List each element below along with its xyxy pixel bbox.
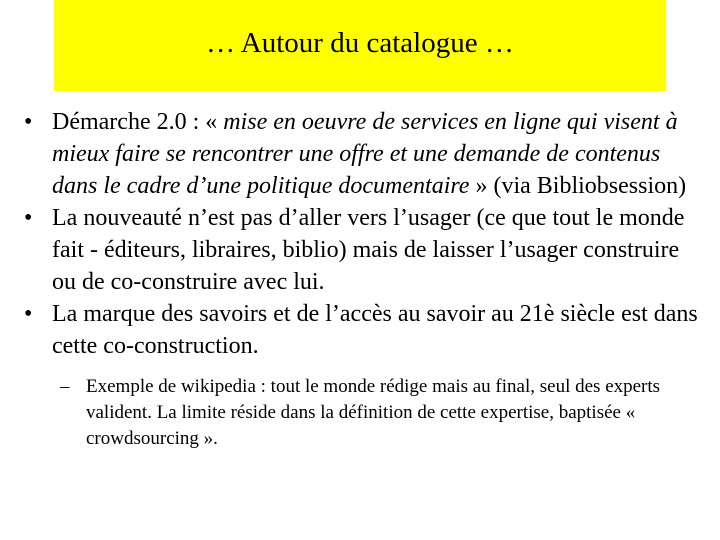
bullet-2-text: La nouveauté n’est pas d’aller vers l’usager (ce que tout le monde fait - éditeurs, libraires, biblio) mais de laisser l’usager construire ou de co-construire avec lui. bbox=[52, 205, 685, 295]
bullet-item-2 bbox=[0, 202, 700, 298]
bullet-marker: • bbox=[24, 109, 33, 135]
bullet-1-tail: » (via Bibliobsession) bbox=[469, 173, 687, 199]
bullet-marker: • bbox=[24, 205, 33, 231]
sub-bullet-text: Exemple de wikipedia : tout le monde rédige mais au final, seul des experts valident. La limite réside dans la définition de cette expertise, baptisée « crowdsourcing ». bbox=[86, 376, 661, 449]
bullet-3-text: La marque des savoirs et de l’accès au savoir au 21è siècle est dans cette co-construction. bbox=[52, 301, 698, 359]
title-banner bbox=[54, 0, 666, 91]
bullet-item-3 bbox=[0, 298, 700, 362]
bullet-1-quote: mise en oeuvre de services en ligne qui visent à mieux faire se rencontrer une offre et une demande de contenus dans le cadre d’une politique documentaire bbox=[52, 109, 678, 199]
slide-body bbox=[0, 106, 720, 452]
sub-bullet-item bbox=[0, 374, 686, 452]
bullet-marker: • bbox=[24, 301, 33, 327]
bullet-item-1 bbox=[0, 106, 700, 202]
slide-title: … Autour du catalogue … bbox=[206, 27, 514, 59]
sub-bullet-marker: – bbox=[60, 376, 70, 397]
bullet-1-lead: Démarche 2.0 : « bbox=[52, 109, 224, 135]
